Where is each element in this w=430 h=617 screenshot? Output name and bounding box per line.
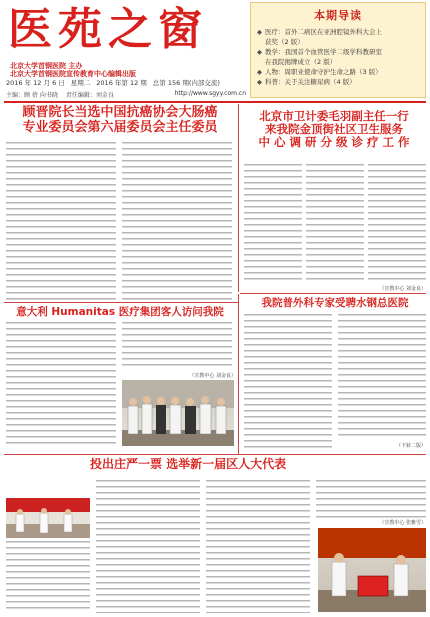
group-photo-illustration xyxy=(122,380,234,446)
publisher-line: 北京大学首钢医院宣传教育中心编辑出版 xyxy=(10,70,136,78)
chief-editors: 主编：顾 蓓 向书晓 xyxy=(6,92,58,99)
group-photo xyxy=(122,380,234,446)
article-4-body-col-2 xyxy=(338,314,426,440)
article-1-title: 顾晋院长当选中国抗癌协会大肠癌 专业委员会第六届委员会主任委员 xyxy=(22,105,218,135)
issue-total: 总第 156 期(内部交流) xyxy=(152,79,220,87)
editors-bar xyxy=(6,90,246,99)
bullet-icon: ◆ xyxy=(257,28,262,36)
column-divider xyxy=(238,294,239,454)
bullet-icon: ◆ xyxy=(257,78,262,86)
sponsor-line: 北京大学首钢医院 主办 xyxy=(10,62,83,70)
masthead-title: 医苑之窗 xyxy=(8,4,208,55)
voting-photo-illustration xyxy=(6,498,90,538)
article-5-body-col-3 xyxy=(206,480,310,613)
article-2-body-col-3 xyxy=(368,164,426,284)
section-divider xyxy=(4,302,238,303)
toc-title: 本期导读 xyxy=(314,9,362,22)
article-3-body-col-2 xyxy=(122,322,232,370)
article-1-body-col-2 xyxy=(122,142,232,300)
article-3-caption: （宣教中心 刘金良） xyxy=(189,373,236,379)
masthead-divider xyxy=(4,101,426,103)
ballot-photo-illustration xyxy=(318,528,426,612)
toc-item: ◆ 教学：我国首个血管医学二级学科教研室 xyxy=(257,48,382,56)
article-5-body-col-2 xyxy=(96,480,200,613)
section-divider xyxy=(240,293,426,294)
article-5-body-col-1 xyxy=(6,541,90,613)
toc-item: ◆ 医疗：首外二病区在亚洲腔镜外科大会上 xyxy=(257,28,382,36)
toc-item: 获奖（2 版） xyxy=(265,38,304,46)
article-5-title: 投出庄严一票 选举新一届区人大代表 xyxy=(90,457,287,471)
article-4-body-col-1 xyxy=(244,314,332,448)
article-3-title: 意大利 Humanitas 医疗集团客人访问我院 xyxy=(16,306,224,318)
section-divider xyxy=(4,454,426,455)
article-1-body-col-1 xyxy=(6,142,116,300)
issue-weekday: 星期二 xyxy=(70,79,91,87)
article-4-title: 我院普外科专家受聘水钢总医院 xyxy=(261,297,409,309)
voting-photo xyxy=(6,498,90,538)
toc-item: 在我院揭牌成立（2 版） xyxy=(265,58,337,66)
column-divider xyxy=(238,104,239,292)
article-5-caption: （宣教中心 张雅雪） xyxy=(379,520,426,526)
article-2-body-col-1 xyxy=(244,164,302,284)
table-of-contents xyxy=(250,2,426,98)
toc-item: ◆ 科普：关于关注糖尿病（4 版） xyxy=(257,78,356,86)
article-5-body-col-4 xyxy=(316,480,426,518)
bullet-icon: ◆ xyxy=(257,48,262,56)
issue-date: 2016 年 12 月 6 日 xyxy=(6,79,65,87)
article-2-caption: （宣教中心 刘金良） xyxy=(379,286,426,292)
issue-info-bar xyxy=(6,78,246,89)
toc-item: ◆ 人物：周职业使命守护生命之路（3 版） xyxy=(257,68,382,76)
article-3-body-col-1 xyxy=(6,322,116,444)
article-2-title: 北京市卫计委毛羽副主任一行 来我院金顶街社区卫生服务 中 心 调 研 分 级 诊 疗 工 作 xyxy=(258,109,410,150)
website-url: http://www.sgyy.com.cn xyxy=(174,90,246,97)
issue-number: 2016 年第 12 期 xyxy=(96,79,147,87)
duty-editor: 责任编辑：刘金良 xyxy=(65,92,114,99)
article-4-caption: （下转二版） xyxy=(395,443,426,449)
article-2-body-col-2 xyxy=(306,164,364,284)
bullet-icon: ◆ xyxy=(257,68,262,76)
ballot-photo xyxy=(318,528,426,612)
